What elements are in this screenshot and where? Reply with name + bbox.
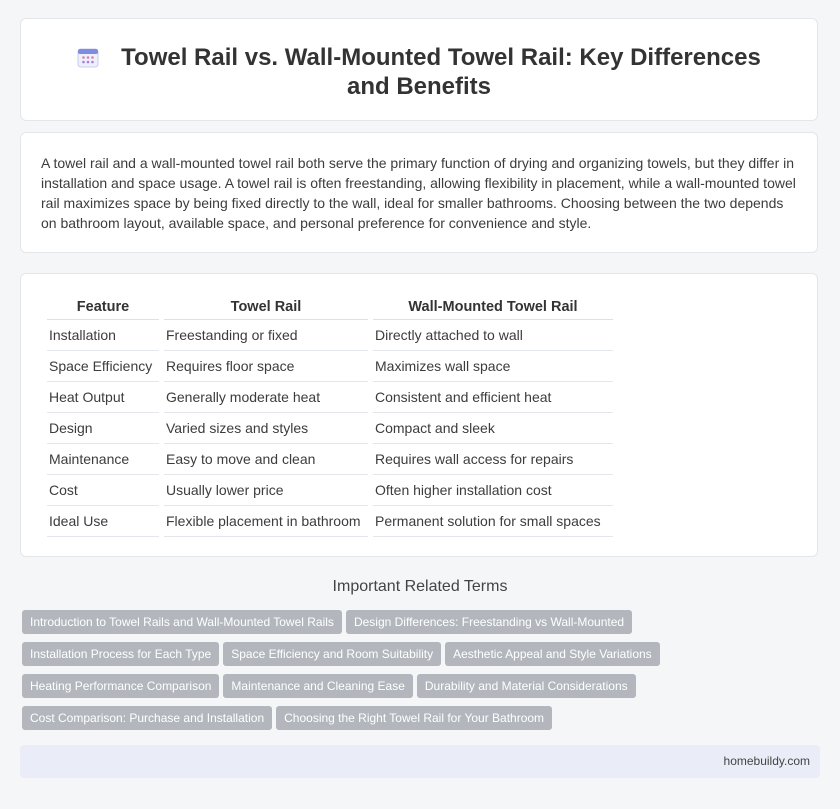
title-wrap bbox=[21, 43, 817, 101]
related-term-tag[interactable]: Aesthetic Appeal and Style Variations bbox=[445, 642, 660, 666]
table-cell: Heat Output bbox=[47, 382, 159, 413]
table-cell: Generally moderate heat bbox=[164, 382, 368, 413]
table-cell: Maximizes wall space bbox=[373, 351, 613, 382]
column-header: Wall-Mounted Towel Rail bbox=[373, 295, 613, 320]
table-cell: Space Efficiency bbox=[47, 351, 159, 382]
table-cell: Maintenance bbox=[47, 444, 159, 475]
table-cell: Usually lower price bbox=[164, 475, 368, 506]
table-cell: Ideal Use bbox=[47, 506, 159, 537]
related-term-tag[interactable]: Choosing the Right Towel Rail for Your Bathroom bbox=[276, 706, 552, 730]
footer-site-link[interactable]: homebuildy.com bbox=[723, 754, 810, 768]
table-row bbox=[47, 351, 613, 382]
header-card bbox=[20, 18, 818, 121]
table-row bbox=[47, 382, 613, 413]
related-terms-list bbox=[22, 610, 822, 738]
calendar-icon bbox=[77, 46, 99, 68]
related-term-tag[interactable]: Cost Comparison: Purchase and Installation bbox=[22, 706, 272, 730]
table-header-row bbox=[47, 295, 613, 320]
related-terms-title: Important Related Terms bbox=[332, 578, 508, 595]
table-row bbox=[47, 413, 613, 444]
comparison-table bbox=[42, 295, 618, 537]
table-row bbox=[47, 475, 613, 506]
related-term-tag[interactable]: Space Efficiency and Room Suitability bbox=[223, 642, 441, 666]
table-cell: Design bbox=[47, 413, 159, 444]
table-row bbox=[47, 444, 613, 475]
table-cell: Easy to move and clean bbox=[164, 444, 368, 475]
table-row bbox=[47, 320, 613, 351]
table-cell: Freestanding or fixed bbox=[164, 320, 368, 351]
related-term-tag[interactable]: Installation Process for Each Type bbox=[22, 642, 219, 666]
footer bbox=[20, 745, 820, 778]
column-header: Towel Rail bbox=[164, 295, 368, 320]
table-cell: Flexible placement in bathroom bbox=[164, 506, 368, 537]
table-cell: Requires floor space bbox=[164, 351, 368, 382]
related-term-tag[interactable]: Design Differences: Freestanding vs Wall-Mounted bbox=[346, 610, 632, 634]
related-term-tag[interactable]: Introduction to Towel Rails and Wall-Mounted Towel Rails bbox=[22, 610, 342, 634]
intro-text: A towel rail and a wall-mounted towel rail both serve the primary function of drying and organizing towels, but they differ in installation and space usage. A towel rail is often freestanding, allowing flexibility in placement, while a wall-mounted towel rail maximizes space by being fixed directly to the wall, ideal for smaller bathrooms. Choosing between the two depends on bathroom layout, available space, and personal preference for convenience and style. bbox=[41, 155, 796, 231]
table-cell: Compact and sleek bbox=[373, 413, 613, 444]
table-cell: Often higher installation cost bbox=[373, 475, 613, 506]
table-cell: Consistent and efficient heat bbox=[373, 382, 613, 413]
page-title: Towel Rail vs. Wall-Mounted Towel Rail: Key Differences and Benefits bbox=[121, 44, 761, 100]
table-cell: Varied sizes and styles bbox=[164, 413, 368, 444]
comparison-card bbox=[20, 273, 818, 557]
intro-card bbox=[20, 132, 818, 253]
column-header: Feature bbox=[47, 295, 159, 320]
related-term-tag[interactable]: Heating Performance Comparison bbox=[22, 674, 219, 698]
table-cell: Cost bbox=[47, 475, 159, 506]
related-term-tag[interactable]: Maintenance and Cleaning Ease bbox=[223, 674, 412, 698]
table-cell: Requires wall access for repairs bbox=[373, 444, 613, 475]
table-row bbox=[47, 506, 613, 537]
table-cell: Permanent solution for small spaces bbox=[373, 506, 613, 537]
related-term-tag[interactable]: Durability and Material Considerations bbox=[417, 674, 636, 698]
table-cell: Directly attached to wall bbox=[373, 320, 613, 351]
table-cell: Installation bbox=[47, 320, 159, 351]
